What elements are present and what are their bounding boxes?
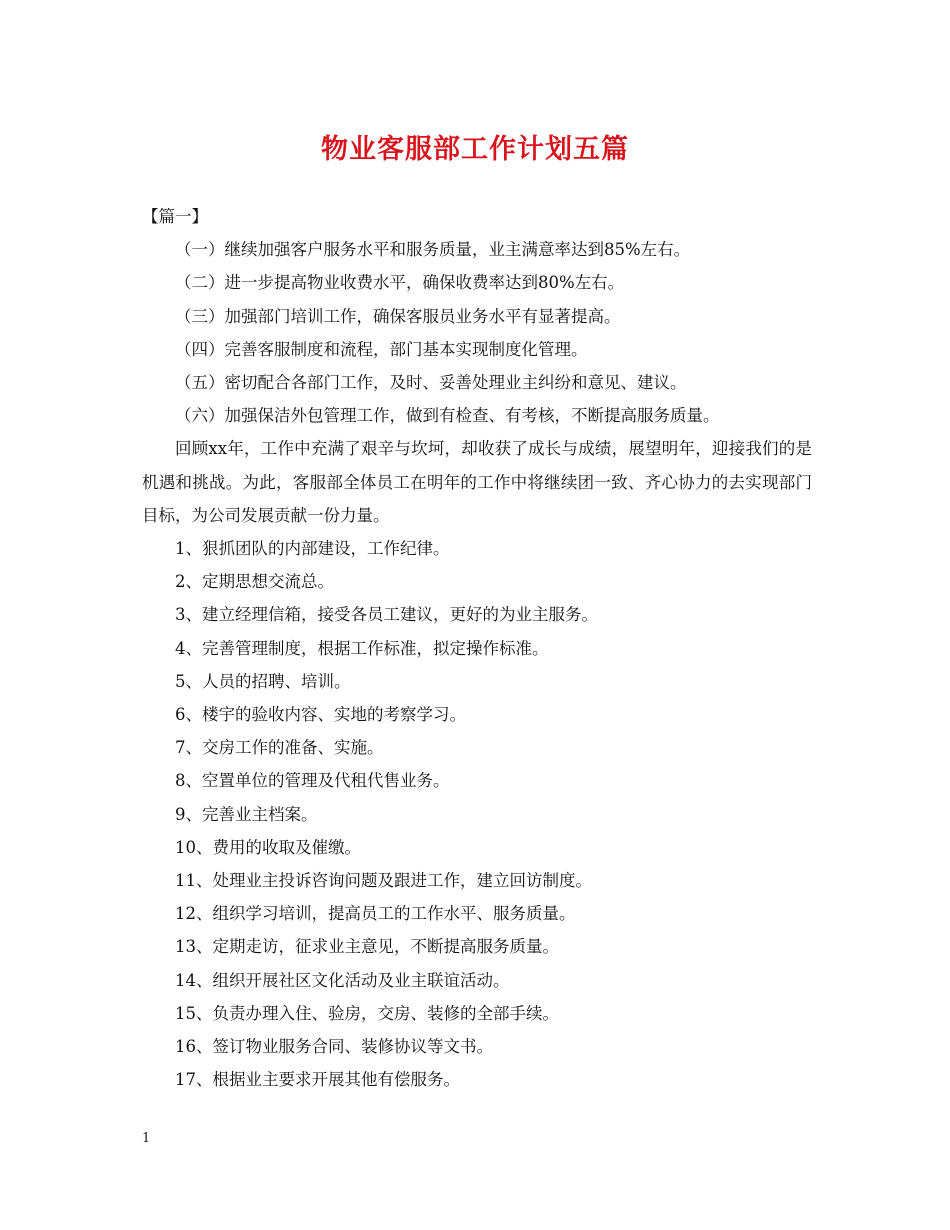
document-title: 物业客服部工作计划五篇: [321, 134, 629, 165]
list-item: 2、定期思想交流总。: [175, 572, 334, 592]
page-number: 1: [142, 1131, 151, 1146]
list-item: 15、负责办理入住、验房，交房、装修的全部手续。: [175, 1003, 559, 1023]
list-item: 13、定期走访，征求业主意见，不断提高服务质量。: [175, 937, 559, 957]
list-item: 5、人员的招聘、培训。: [175, 671, 351, 691]
goals-list: [142, 233, 812, 432]
list-item: 3、建立经理信箱，接受各员工建议，更好的为业主服务。: [175, 605, 598, 625]
goal-item: （五）密切配合各部门工作，及时、妥善处理业主纠纷和意见、建议。: [175, 373, 687, 393]
section-heading: 【篇一】: [142, 207, 208, 226]
plan-items-list: [142, 532, 812, 1096]
list-item: 4、完善管理制度，根据工作标准，拟定操作标准。: [175, 638, 549, 658]
goal-item: （六）加强保洁外包管理工作，做到有检查、有考核，不断提高服务质量。: [175, 406, 720, 426]
list-item: 9、完善业主档案。: [175, 804, 318, 824]
document-body: [142, 200, 812, 1096]
list-item: 7、交房工作的准备、实施。: [175, 738, 384, 758]
review-paragraph: 回顾xx年，工作中充满了艰辛与坎坷，却收获了成长与成绩，展望明年，迎接我们的是机遇和挑战。为此，客服部全体员工在明年的工作中将继续团一致、齐心协力的去实现部门目标，为公司发展贡献一份力量。: [142, 439, 812, 525]
list-item: 6、楼宇的验收内容、实地的考察学习。: [175, 705, 466, 725]
list-item: 17、根据业主要求开展其他有偿服务。: [175, 1070, 460, 1090]
goal-item: （四）完善客服制度和流程，部门基本实现制度化管理。: [175, 339, 588, 359]
list-item: 12、组织学习培训，提高员工的工作水平、服务质量。: [175, 904, 576, 924]
goal-item: （三）加强部门培训工作，确保客服员业务水平有显著提高。: [175, 306, 621, 326]
goal-item: （二）进一步提高物业收费水平，确保收费率达到80%左右。: [175, 273, 625, 293]
list-item: 10、费用的收取及催缴。: [175, 837, 361, 857]
list-item: 8、空置单位的管理及代租代售业务。: [175, 771, 450, 791]
goal-item: （一）继续加强客户服务水平和服务质量，业主满意率达到85%左右。: [175, 240, 691, 260]
list-item: 11、处理业主投诉咨询问题及跟进工作，建立回访制度。: [175, 871, 592, 891]
list-item: 1、狠抓团队的内部建设，工作纪律。: [175, 539, 450, 559]
list-item: 16、签订物业服务合同、装修协议等文书。: [175, 1037, 493, 1057]
list-item: 14、组织开展社区文化活动及业主联谊活动。: [175, 970, 510, 990]
